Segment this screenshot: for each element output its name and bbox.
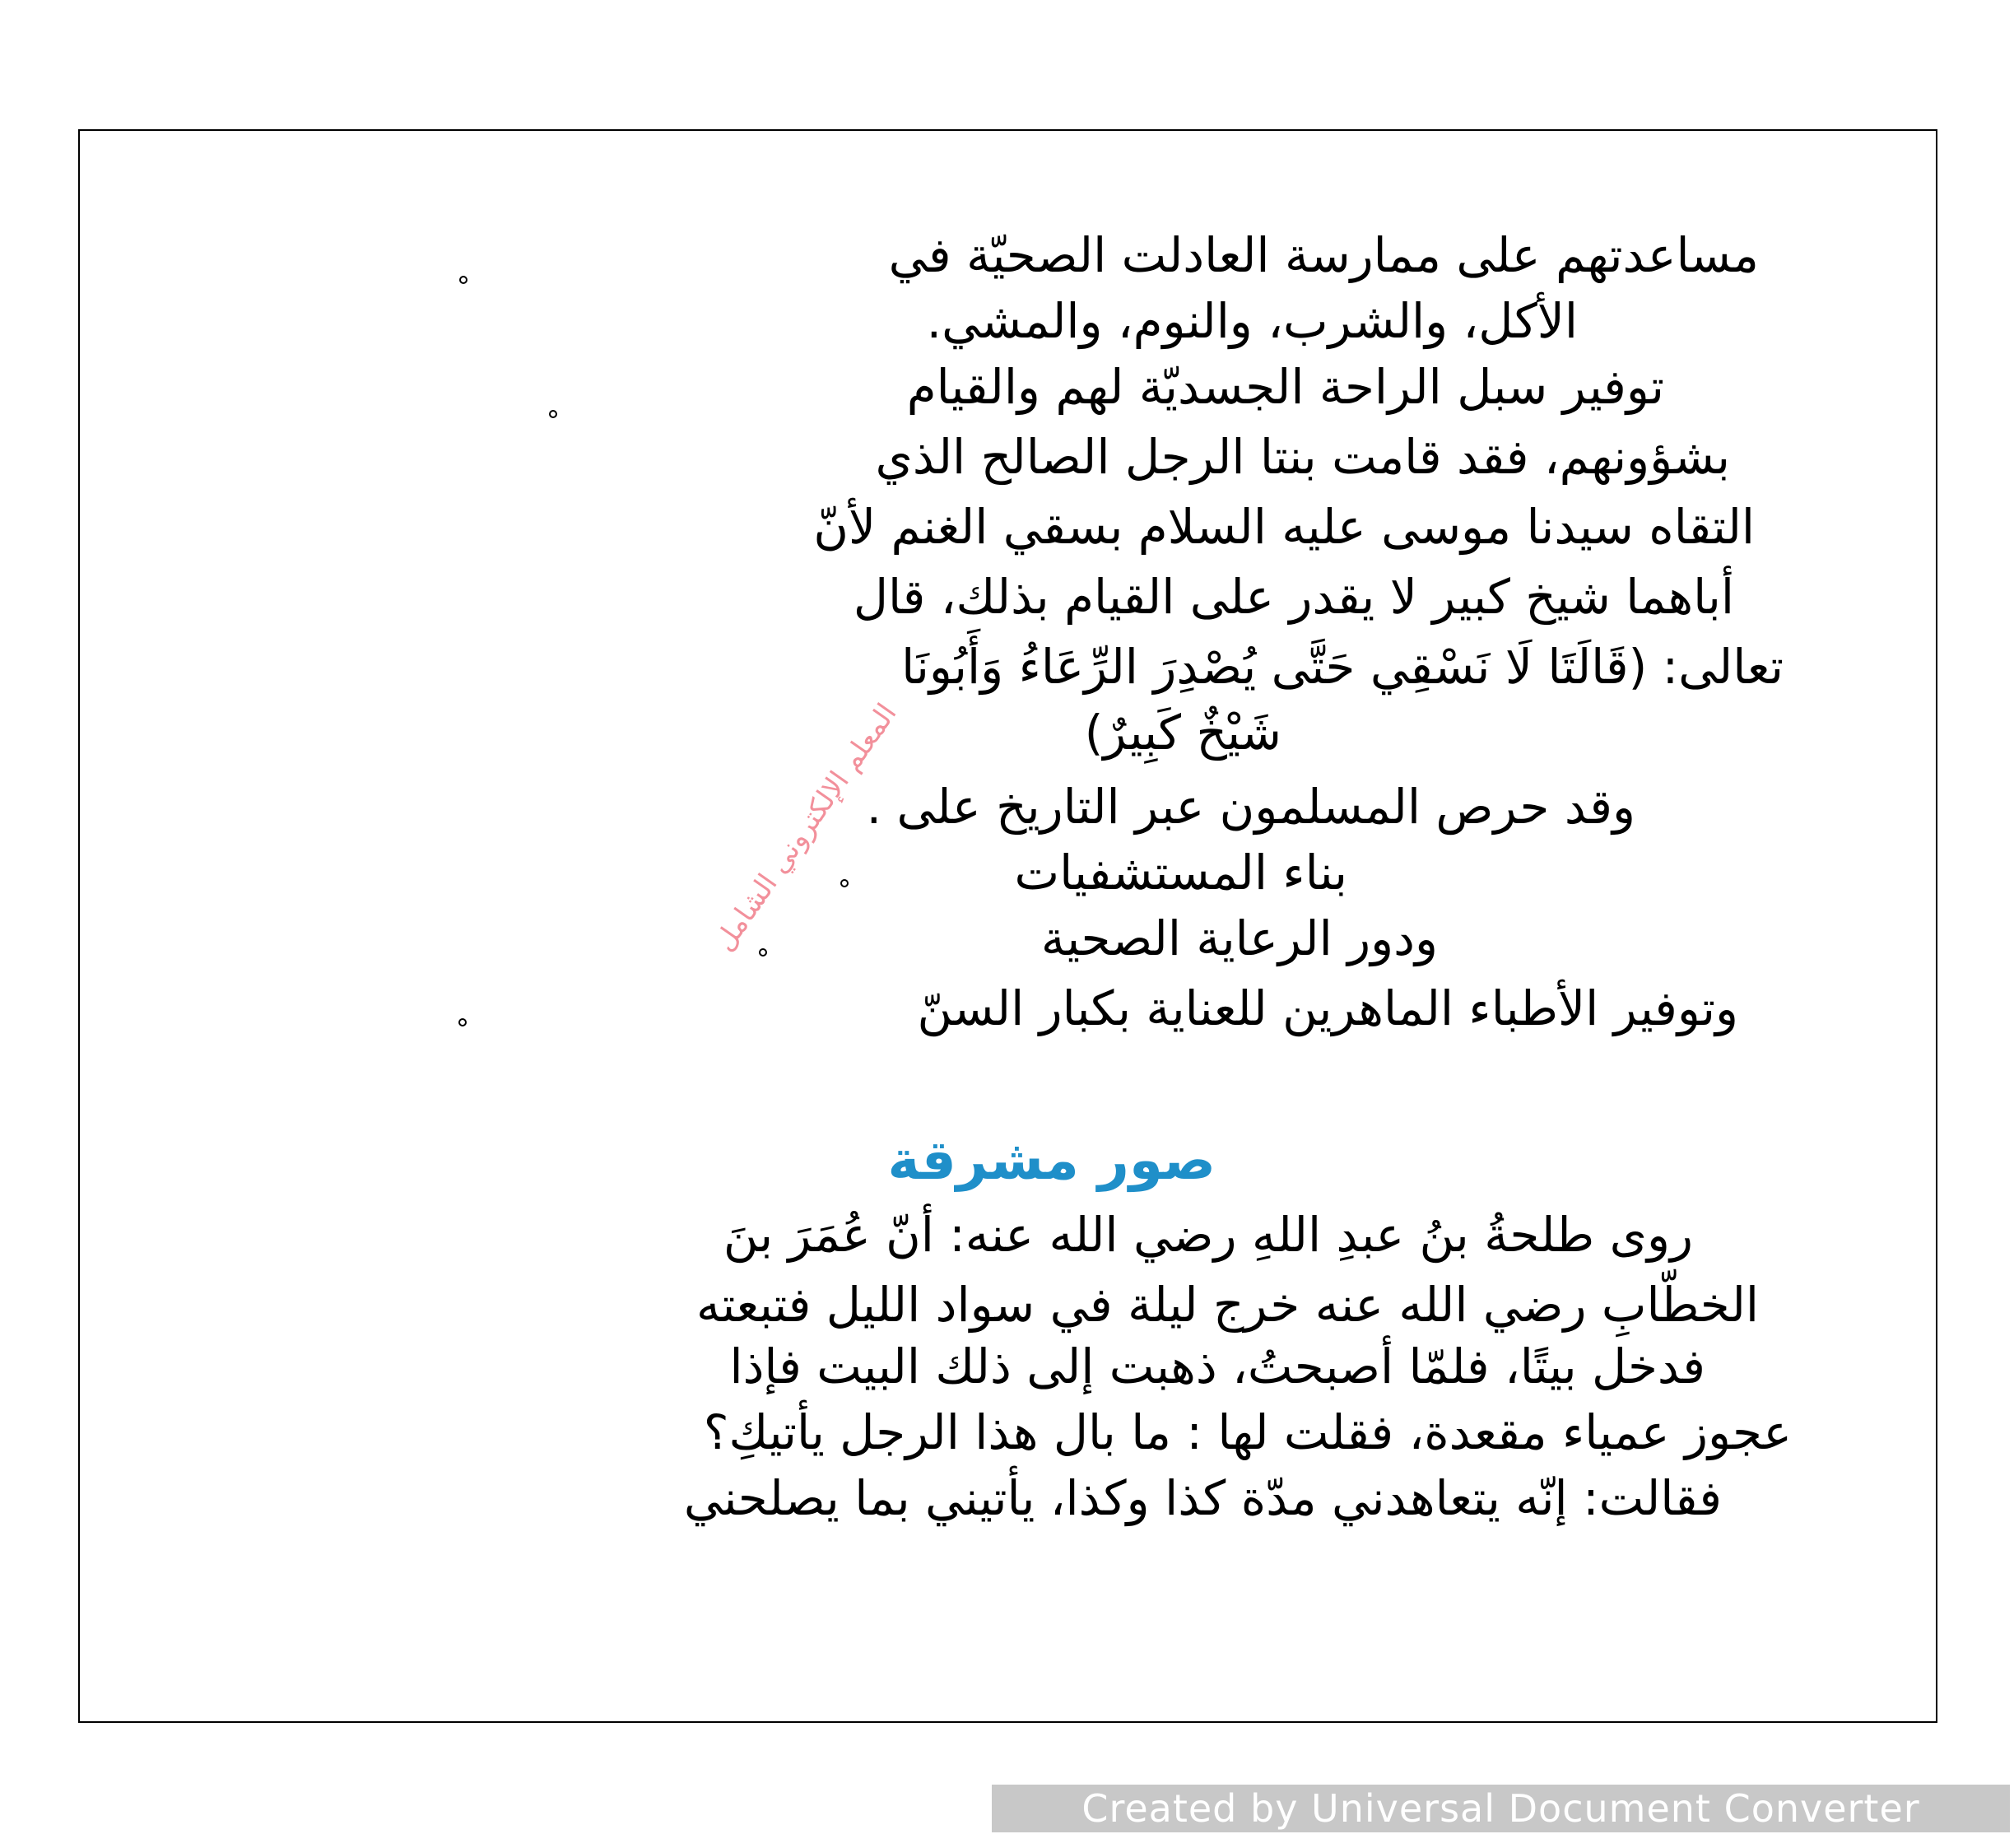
section1-line-9: وقد حرص المسلمون عبر التاريخ على . <box>866 779 1635 835</box>
bullet-marker <box>458 1018 467 1026</box>
section2-line-3: فدخل بيتًا، فلمّا أصبحتُ، ذهبت إلى ذلك البيت فإذا <box>729 1338 1705 1394</box>
section1-line-3: توفير سبل الراحة الجسديّة لهم والقيام <box>906 359 1664 415</box>
section-heading: صور مشرقة <box>887 1129 1216 1192</box>
section1-line-4: بشؤونهم، فقد قامت بنتا الرجل الصالح الذي <box>875 429 1730 485</box>
watermark: المعلم الإلكتروني الشامل <box>708 697 904 957</box>
section1-line-12: وتوفير الأطباء الماهرين للعناية بكبار السنّ <box>917 980 1738 1036</box>
section2-line-2: الخطّابِ رضي الله عنه خرج ليلة في سواد الليل فتبعته <box>696 1277 1759 1333</box>
section1-line-6: أباهما شيخ كبير لا يقدر على القيام بذلك، قال <box>853 569 1734 625</box>
converter-banner: Created by Universal Document Converter <box>992 1785 2010 1832</box>
section1-line-11: ودور الرعاية الصحية <box>1040 910 1438 966</box>
bullet-marker <box>759 948 767 957</box>
section2-line-1: روى طلحةُ بنُ عبدِ اللهِ رضي الله عنه: أنّ عُمَرَ بنَ <box>723 1207 1693 1263</box>
section1-line-5: التقاه سيدنا موسى عليه السلام بسقي الغنم لأنّ <box>813 499 1755 555</box>
section1-line-7: تعالى: (قَالَتَا لَا نَسْقِي حَتَّى يُصْدِرَ الرِّعَاءُ وَأَبُونَا <box>901 639 1784 695</box>
section2-line-4: عجوز عمياء مقعدة، فقلت لها : ما بال هذا الرجل يأتيكِ؟ <box>703 1404 1792 1460</box>
bullet-marker <box>549 410 557 418</box>
section1-line-1: مساعدتهم على ممارسة العادلت الصحيّة في <box>888 227 1759 283</box>
bullet-marker <box>459 276 467 284</box>
section2-line-5: فقالت: إنّه يتعاهدني مدّة كذا وكذا، يأتيني بما يصلحني <box>683 1470 1722 1526</box>
section1-line-2: الأكل، والشرب، والنوم، والمشي. <box>926 293 1578 349</box>
section1-line-8: شَيْخٌ كَبِيرٌ) <box>1084 705 1281 761</box>
section1-line-10: بناء المستشفيات <box>1014 845 1347 901</box>
bullet-marker <box>840 879 849 887</box>
